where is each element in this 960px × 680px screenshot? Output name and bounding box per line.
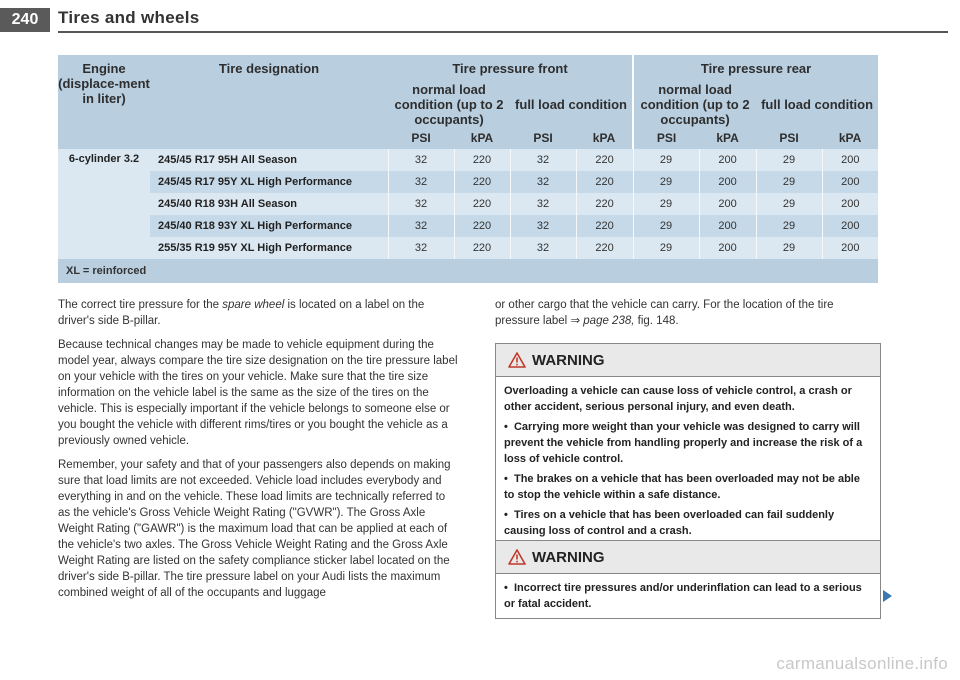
warning-box-tire-pressure [495,540,881,619]
table-row [58,149,878,171]
value-cell: 29 [756,193,822,215]
value-cell: 29 [756,237,822,259]
header-tire-designation: Tire designation [150,55,388,127]
value-cell: 29 [756,149,822,171]
header-pressure-front: Tire pressure front [388,55,633,81]
warning-bullet: • Incorrect tire pressures and/or underinflation can lead to a serious or fatal accident. [504,582,862,610]
warning-box-overloading [495,343,881,546]
value-cell: 200 [822,237,878,259]
warning-header [496,344,880,377]
value-cell: 220 [454,149,510,171]
value-cell: 29 [756,215,822,237]
value-cell: 220 [576,171,633,193]
header-unit-psi: PSI [756,127,822,149]
tire-designation-cell: 245/40 R18 93Y XL High Performance [150,215,388,237]
value-cell: 32 [510,171,576,193]
value-cell: 32 [388,171,454,193]
value-cell: 32 [388,237,454,259]
value-cell: 200 [822,193,878,215]
warning-triangle-icon [508,549,526,565]
warning-lead: Overloading a vehicle can cause loss of vehicle control, a crash or other accident, serious personal injury, and even death. [504,385,852,413]
warning-bullet: • Tires on a vehicle that has been overloaded can fail suddenly causing loss of control and a crash. [504,509,835,537]
tire-pressure-table [58,55,878,283]
header-rear-full-load: full load condition [756,81,878,127]
value-cell: 220 [454,237,510,259]
tire-designation-cell: 245/45 R17 95Y XL High Performance [150,171,388,193]
section-title: Tires and wheels [58,8,200,27]
value-cell: 32 [510,149,576,171]
right-column [495,297,875,329]
header-front-normal-load: normal load condition (up to 2 occupants) [388,81,510,127]
warning-bullet: • The brakes on a vehicle that has been overloaded may not be able to stop the vehicle within a safe distance. [504,473,860,501]
value-cell: 32 [510,237,576,259]
header-unit-psi: PSI [510,127,576,149]
header-rule [58,31,948,33]
page-header [0,0,960,36]
value-cell: 220 [454,215,510,237]
text-span: is located on a label on the driver's side B-pillar. [58,299,425,327]
warning-body [496,377,880,545]
tire-designation-cell: 245/40 R18 93H All Season [150,193,388,215]
warning-title: WARNING [532,351,605,369]
paragraph-load-limits: Remember, your safety and that of your passengers also depends on making sure that load limits are not exceeded. Vehicle load includes everybody and everything in and on the vehicle. These load limits are technically referred to as the vehicle's Gross Vehicle Weight Rating ("GVWR"). The Gross Axle Weight Rating ("GAWR") is the maximum load that can be applied at each of the vehicle's two axles. The Gross Vehicle Weight Rating and the Gross Axle Weight Rating are listed on the safety compliance sticker label located on the driver's side B-pillar. The tire pressure label on your Audi lists the maximum combined weight of all of the occupants and luggage [58,459,451,599]
value-cell: 220 [576,193,633,215]
bullet-text: Carrying more weight than your vehicle was designed to carry will prevent the vehicle from handling properly and increase the risk of a loss of vehicle control. [504,421,863,465]
header-unit-psi: PSI [633,127,699,149]
text-span: or other cargo that the vehicle can carry. For the location of the tire pressure label [495,299,834,327]
value-cell: 220 [576,237,633,259]
cross-reference-arrow: ⇒ [570,315,581,327]
table-row [58,237,878,259]
bullet-text: Incorrect tire pressures and/or underinflation can lead to a serious or fatal accident. [504,582,862,610]
value-cell: 200 [822,149,878,171]
warning-triangle-icon [508,352,526,368]
warning-title: WARNING [532,548,605,566]
value-cell: 220 [454,171,510,193]
value-cell: 32 [510,215,576,237]
value-cell: 32 [510,193,576,215]
value-cell: 29 [633,237,699,259]
table-row [58,171,878,193]
text-span: fig. 148. [634,315,679,327]
value-cell: 29 [633,193,699,215]
value-cell: 32 [388,149,454,171]
continue-arrow-icon[interactable] [880,589,894,603]
value-cell: 200 [822,171,878,193]
table-footnote: XL = reinforced [58,259,878,283]
value-cell: 220 [576,215,633,237]
left-column [58,297,458,609]
value-cell: 200 [822,215,878,237]
value-cell: 200 [699,193,756,215]
header-unit-kpa: kPA [822,127,878,149]
value-cell: 200 [699,215,756,237]
header-engine: Engine (displace-ment in liter) [58,55,150,149]
page-number: 240 [0,8,50,32]
value-cell: 220 [454,193,510,215]
table-row [58,215,878,237]
header-unit-kpa: kPA [699,127,756,149]
warning-bullet: • Carrying more weight than your vehicle was designed to carry will prevent the vehicle from handling properly and increase the risk of a loss of vehicle control. [504,421,863,465]
paragraph-cargo [495,297,875,329]
bullet-text: Tires on a vehicle that has been overloaded can fail suddenly causing loss of control and a crash. [504,509,835,537]
header-unit-kpa: kPA [576,127,633,149]
value-cell: 200 [699,149,756,171]
value-cell: 200 [699,237,756,259]
watermark: carmanualsonline.info [776,654,948,673]
tire-designation-cell: 245/45 R17 95H All Season [150,149,388,171]
header-unit-kpa: kPA [454,127,510,149]
text-span: The correct tire pressure for the [58,299,223,311]
value-cell: 220 [576,149,633,171]
header-unit-psi: PSI [388,127,454,149]
value-cell: 29 [633,215,699,237]
bullet-text: The brakes on a vehicle that has been overloaded may not be able to stop the vehicle within a safe distance. [504,473,860,501]
paragraph-spare-wheel [58,297,458,329]
header-pressure-rear: Tire pressure rear [633,55,878,81]
engine-cell: 6-cylinder 3.2 [58,149,150,259]
paragraph-technical-changes: Because technical changes may be made to vehicle equipment during the model year, always compare the tire size designation on the tire pressure label on your vehicle with the tires on your vehicle. Make sure that the tire size information on the vehicle label is the same as the size of the tires on the vehicle. This is especially important if the vehicle belongs to someone else or you bought the vehicle with different rims/tires or you bought the vehicle as a previously owned vehicle. [58,339,458,447]
header-rear-normal-load: normal load condition (up to 2 occupants) [633,81,756,127]
value-cell: 29 [633,171,699,193]
value-cell: 29 [633,149,699,171]
warning-body [496,574,880,618]
page-reference-link[interactable]: page 238, [583,315,635,327]
table-footnote-row [58,259,878,283]
tire-designation-cell: 255/35 R19 95Y XL High Performance [150,237,388,259]
value-cell: 29 [756,171,822,193]
value-cell: 32 [388,215,454,237]
value-cell: 32 [388,193,454,215]
header-front-full-load: full load condition [510,81,633,127]
table-row [58,193,878,215]
value-cell: 200 [699,171,756,193]
italic-text: spare wheel [222,299,285,311]
header-unit-blank [150,127,388,149]
warning-header [496,541,880,574]
